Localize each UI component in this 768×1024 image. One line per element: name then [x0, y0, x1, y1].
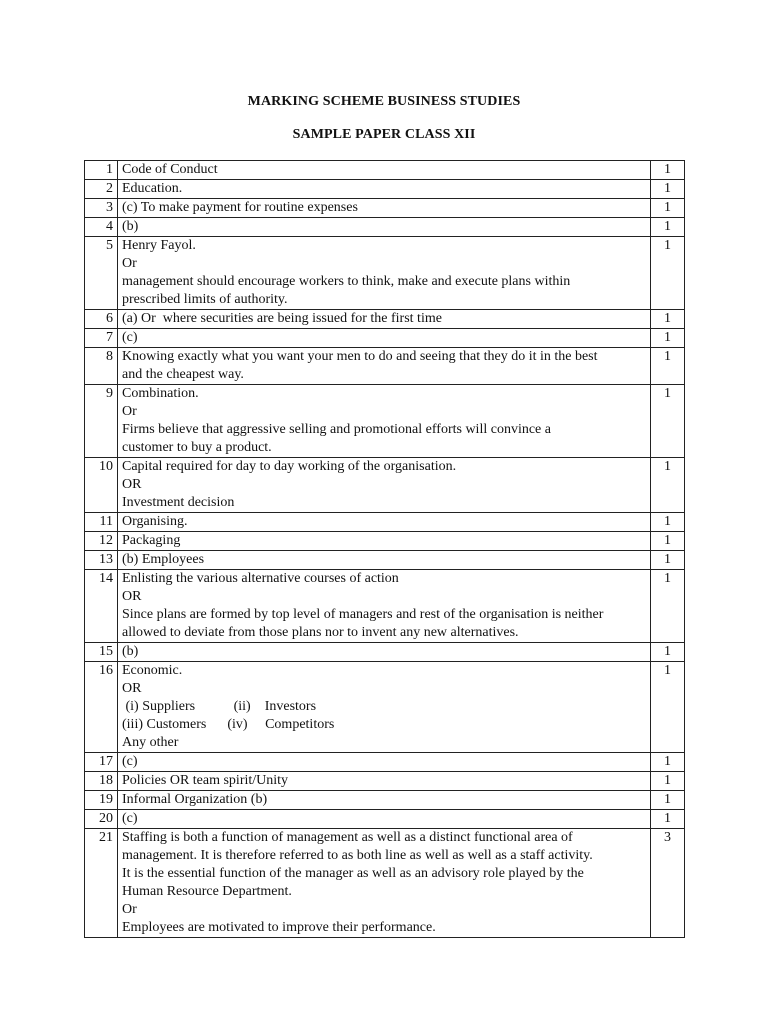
- question-number: 9: [85, 385, 118, 458]
- answer-line: Organising.: [122, 514, 188, 529]
- marks-cell: 1: [651, 513, 685, 532]
- answer-line: Packaging: [122, 533, 181, 548]
- question-number: 1: [85, 161, 118, 180]
- question-number: 4: [85, 218, 118, 237]
- table-row: [85, 348, 685, 385]
- answer-cell: [118, 513, 651, 532]
- answer-line: Informal Organization (b): [122, 792, 268, 807]
- question-number: 21: [85, 829, 118, 938]
- answer-line: Knowing exactly what you want your men to do and seeing that they do it in the best: [122, 349, 598, 364]
- table-row: [85, 385, 685, 458]
- marks-cell: 1: [651, 161, 685, 180]
- answer-cell: [118, 662, 651, 753]
- answer-cell: [118, 385, 651, 458]
- answer-line: It is the essential function of the manager as well as an advisory role played by the: [122, 866, 584, 881]
- marking-scheme-rows: [85, 161, 685, 938]
- answer-line: Policies OR team spirit/Unity: [122, 773, 289, 788]
- answer-line: (b): [122, 219, 139, 234]
- marks-cell: 1: [651, 643, 685, 662]
- question-number: 3: [85, 199, 118, 218]
- table-row: [85, 829, 685, 938]
- answer-cell: [118, 551, 651, 570]
- table-row: [85, 513, 685, 532]
- answer-line: customer to buy a product.: [122, 440, 272, 455]
- question-number: 16: [85, 662, 118, 753]
- answer-line: Economic.: [122, 663, 183, 678]
- question-number: 10: [85, 458, 118, 513]
- table-row: [85, 161, 685, 180]
- answer-cell: [118, 237, 651, 310]
- table-row: [85, 237, 685, 310]
- answer-line: and the cheapest way.: [122, 367, 244, 382]
- table-row: [85, 180, 685, 199]
- marks-cell: 1: [651, 662, 685, 753]
- marks-cell: 1: [651, 348, 685, 385]
- answer-line: prescribed limits of authority.: [122, 292, 288, 307]
- answer-line: (c) To make payment for routine expenses: [122, 200, 358, 215]
- question-number: 6: [85, 310, 118, 329]
- answer-line: OR: [122, 681, 142, 696]
- answer-line: Or: [122, 902, 137, 917]
- answer-line: Human Resource Department.: [122, 884, 292, 899]
- answer-cell: [118, 810, 651, 829]
- question-number: 14: [85, 570, 118, 643]
- marks-cell: 1: [651, 551, 685, 570]
- answer-cell: [118, 532, 651, 551]
- answer-cell: [118, 458, 651, 513]
- answer-line: (c): [122, 754, 138, 769]
- answer-cell: [118, 329, 651, 348]
- marks-cell: 1: [651, 532, 685, 551]
- answer-line: Combination.: [122, 386, 199, 401]
- marks-cell: 1: [651, 199, 685, 218]
- question-number: 17: [85, 753, 118, 772]
- document-title: MARKING SCHEME BUSINESS STUDIES: [247, 94, 521, 109]
- table-row: [85, 218, 685, 237]
- table-row: [85, 532, 685, 551]
- marks-cell: 1: [651, 570, 685, 643]
- answer-line: Employees are motivated to improve their performance.: [122, 920, 436, 935]
- answer-line: OR: [122, 477, 142, 492]
- marks-cell: 1: [651, 329, 685, 348]
- table-row: [85, 310, 685, 329]
- answer-line: (a) Or where securities are being issued for the first time: [122, 311, 442, 326]
- table-row: [85, 458, 685, 513]
- question-number: 15: [85, 643, 118, 662]
- table-row: [85, 643, 685, 662]
- marks-cell: 3: [651, 829, 685, 938]
- answer-cell: [118, 791, 651, 810]
- table-row: [85, 199, 685, 218]
- answer-cell: [118, 643, 651, 662]
- marks-cell: 1: [651, 385, 685, 458]
- answer-line: management. It is therefore referred to as both line as well as well as a staff activity.: [122, 848, 593, 863]
- question-number: 8: [85, 348, 118, 385]
- answer-cell: [118, 772, 651, 791]
- answer-line: Code of Conduct: [122, 162, 218, 177]
- marks-cell: 1: [651, 180, 685, 199]
- answer-cell: [118, 570, 651, 643]
- table-row: [85, 810, 685, 829]
- answer-line: OR: [122, 589, 142, 604]
- answer-line: (b) Employees: [122, 552, 205, 567]
- answer-cell: [118, 180, 651, 199]
- answer-line: (i) Suppliers (ii) Investors: [122, 699, 317, 714]
- question-number: 13: [85, 551, 118, 570]
- marking-scheme-table: [84, 160, 685, 938]
- question-number: 19: [85, 791, 118, 810]
- question-number: 11: [85, 513, 118, 532]
- marks-cell: 1: [651, 458, 685, 513]
- answer-line: allowed to deviate from those plans nor to invent any new alternatives.: [122, 625, 519, 640]
- table-row: [85, 662, 685, 753]
- answer-cell: [118, 310, 651, 329]
- marks-cell: 1: [651, 772, 685, 791]
- answer-line: Firms believe that aggressive selling and promotional efforts will convince a: [122, 422, 551, 437]
- answer-line: Education.: [122, 181, 183, 196]
- answer-line: Capital required for day to day working of the organisation.: [122, 459, 457, 474]
- marks-cell: 1: [651, 753, 685, 772]
- answer-line: Any other: [122, 735, 179, 750]
- answer-line: (b): [122, 644, 139, 659]
- question-number: 7: [85, 329, 118, 348]
- answer-line: (c): [122, 811, 138, 826]
- question-number: 18: [85, 772, 118, 791]
- answer-cell: [118, 218, 651, 237]
- question-number: 5: [85, 237, 118, 310]
- table-row: [85, 329, 685, 348]
- marks-cell: 1: [651, 810, 685, 829]
- answer-line: Or: [122, 404, 137, 419]
- answer-line: management should encourage workers to think, make and execute plans within: [122, 274, 571, 289]
- answer-line: Investment decision: [122, 495, 235, 510]
- answer-line: Enlisting the various alternative courses of action: [122, 571, 399, 586]
- marks-cell: 1: [651, 218, 685, 237]
- question-number: 2: [85, 180, 118, 199]
- answer-line: Staffing is both a function of management as well as a distinct functional area of: [122, 830, 573, 845]
- table-row: [85, 570, 685, 643]
- answer-line: Or: [122, 256, 137, 271]
- answer-cell: [118, 161, 651, 180]
- table-row: [85, 791, 685, 810]
- answer-line: (iii) Customers (iv) Competitors: [122, 717, 335, 732]
- table-row: [85, 772, 685, 791]
- answer-cell: [118, 753, 651, 772]
- question-number: 12: [85, 532, 118, 551]
- marks-cell: 1: [651, 791, 685, 810]
- table-row: [85, 753, 685, 772]
- answer-cell: [118, 199, 651, 218]
- marks-cell: 1: [651, 237, 685, 310]
- document-subtitle: SAMPLE PAPER CLASS XII: [292, 127, 476, 142]
- answer-line: (c): [122, 330, 138, 345]
- answer-line: Henry Fayol.: [122, 238, 196, 253]
- answer-cell: [118, 829, 651, 938]
- answer-line: Since plans are formed by top level of managers and rest of the organisation is neither: [122, 607, 604, 622]
- table-row: [85, 551, 685, 570]
- question-number: 20: [85, 810, 118, 829]
- marks-cell: 1: [651, 310, 685, 329]
- answer-cell: [118, 348, 651, 385]
